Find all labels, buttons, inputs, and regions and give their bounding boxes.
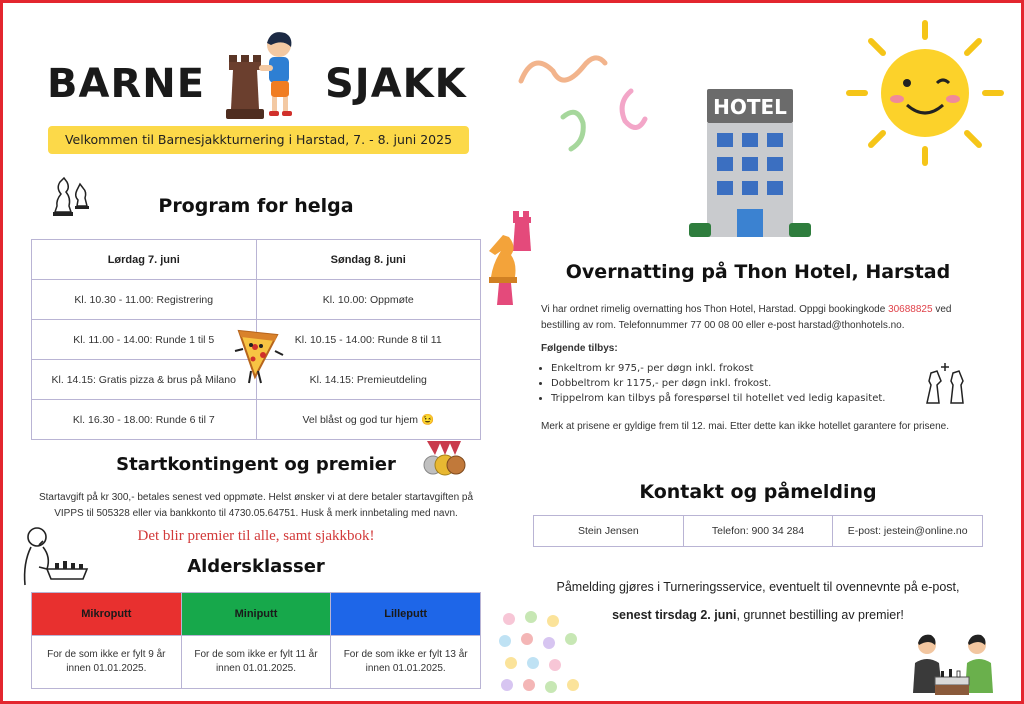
age-class-desc-line: For de som ikke er fylt 9 år	[47, 649, 166, 660]
pizza-mascot-icon	[231, 325, 287, 387]
program-cell: Kl. 11.00 - 14.00: Runde 1 til 5	[32, 320, 257, 360]
program-cell: Kl. 16.30 - 18.00: Runde 6 til 7	[32, 400, 257, 440]
contact-name: Stein Jensen	[534, 516, 684, 547]
age-classes-title: Aldersklasser	[187, 556, 325, 577]
list-item: • Trippelrom kan tilbys på forespørsel til hotellet ved ledig kapasitet.	[551, 391, 951, 406]
toast-pieces-icon	[921, 363, 969, 407]
hotel-intro-text: Vi har ordnet rimelig overnatting hos Thon Hotel, Harstad. Oppgi bookingkode	[541, 304, 889, 315]
age-class-desc	[181, 636, 331, 689]
age-class-desc-line: innen 01.01.2025.	[66, 663, 147, 674]
program-cell: Kl. 10.00: Oppmøte	[256, 280, 481, 320]
age-class-desc-line: For de som ikke er fylt 13 år	[343, 649, 468, 660]
kids-playing-chess-icon	[905, 631, 997, 697]
table-row	[32, 400, 481, 440]
hotel-sign-text: HOTEL	[713, 95, 787, 119]
age-class-desc	[32, 636, 182, 689]
title-sjakk: SJAKK	[325, 61, 467, 107]
age-classes-table	[31, 592, 481, 689]
confetti-dots-icon	[495, 609, 581, 695]
age-class-desc	[331, 636, 481, 689]
price-note: Merk at prisene er gyldige frem til 12. mai. Etter dette kan ikke hotellet garantere for prisene.	[541, 421, 949, 432]
age-class-lilleputt: Lilleputt	[331, 593, 481, 636]
age-class-miniputt: Miniputt	[181, 593, 331, 636]
age-class-mikroputt: Mikroputt	[32, 593, 182, 636]
knight-rook-icon	[485, 207, 541, 307]
program-col-sunday: Søndag 8. juni	[256, 240, 481, 280]
list-item: • Enkeltrom kr 975,- per døgn inkl. frokost	[551, 361, 951, 376]
fees-line-1: Startavgift på kr 300,- betales senest ved oppmøte. Helst ønsker vi at dere betaler startavgiften på	[38, 492, 474, 503]
age-class-desc-line: innen 01.01.2025.	[365, 663, 446, 674]
fees-line-2: VIPPS til 505328 eller via bankkonto til 4730.05.64751. Husk å merk innbetaling med navn.	[54, 508, 458, 519]
signup-deadline: senest tirsdag 2. juni	[612, 608, 737, 622]
fees-text	[31, 490, 481, 522]
age-class-desc-line: innen 01.01.2025.	[215, 663, 297, 674]
hotel-intro-line-2: bestilling av rom. Telefonnummer 77 00 08 00 eller e-post harstad@thonhotels.no.	[541, 320, 905, 331]
signup-rest: , grunnet bestilling av premier!	[736, 608, 904, 622]
program-title: Program for helga	[158, 195, 354, 217]
title-barne: BARNE	[47, 61, 206, 107]
contact-email: E-post: jestein@online.no	[833, 516, 983, 547]
signup-line-2	[513, 608, 1003, 622]
swirl-decoration-icon	[513, 41, 663, 161]
age-class-header-row	[32, 593, 481, 636]
sun-icon	[841, 19, 1009, 167]
program-cell: Kl. 10.15 - 14.00: Runde 8 til 11	[256, 320, 481, 360]
program-header-row	[32, 240, 481, 280]
program-col-saturday: Lørdag 7. juni	[32, 240, 257, 280]
table-row	[32, 280, 481, 320]
hotel-title: Overnatting på Thon Hotel, Harstad	[565, 261, 951, 283]
program-cell: Kl. 14.15: Gratis pizza & brus på Milano	[32, 360, 257, 400]
offers-list	[533, 361, 951, 406]
prizes-text: Det blir premier til alle, samt sjakkbok!	[137, 528, 375, 544]
list-item: • Dobbeltrom kr 1175,- per døgn inkl. frokost.	[551, 376, 951, 391]
table-row	[32, 636, 481, 689]
rook-kid-icon	[221, 27, 305, 123]
program-cell: Vel blåst og god tur hjem 😉	[256, 400, 481, 440]
offers-heading: Følgende tilbys:	[541, 343, 618, 354]
contact-table	[533, 515, 983, 547]
welcome-banner: Velkommen til Barnesjakkturnering i Harstad, 7. - 8. juni 2025	[48, 126, 469, 154]
contact-phone: Telefon: 900 34 284	[683, 516, 833, 547]
fees-title: Startkontingent og premier	[116, 454, 396, 475]
contact-title: Kontakt og påmelding	[639, 481, 877, 503]
hotel-intro	[541, 302, 993, 334]
medals-icon	[421, 441, 467, 477]
hotel-intro-line-1	[541, 302, 993, 318]
hotel-intro-text-end: ved	[932, 304, 952, 315]
signup-line-1: Påmelding gjøres i Turneringsservice, eventuelt til ovennevnte på e-post,	[556, 580, 960, 594]
table-row	[534, 516, 983, 547]
hotel-building-icon	[685, 83, 815, 241]
program-cell: Kl. 14.15: Premieutdeling	[256, 360, 481, 400]
age-class-desc-line: For de som ikke er fylt 11 år	[194, 649, 318, 660]
booking-code: 30688825	[888, 304, 933, 315]
program-cell: Kl. 10.30 - 11.00: Registrering	[32, 280, 257, 320]
